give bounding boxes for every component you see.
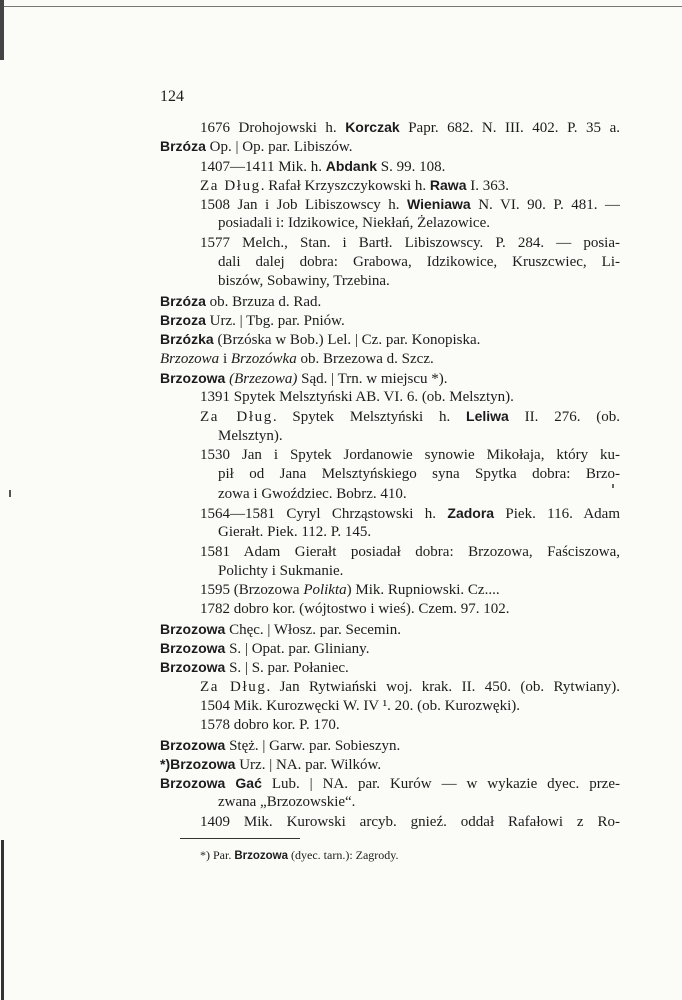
text-segment: Urz. | NA. par. Wilków. (235, 756, 382, 773)
text-segment: I. 363. (466, 177, 509, 194)
entry-term: Korczak (345, 119, 400, 135)
text-segment: . Rafał Krzyszczykowski h. (260, 177, 430, 194)
text-segment: Papr. 682. N. III. 402. P. 35 a. (399, 120, 620, 136)
entry-term: Brzozowa (160, 620, 226, 637)
entry-term: Brzozowa (160, 640, 226, 657)
entry-term: Rawa (429, 176, 467, 193)
entry-line (160, 562, 620, 581)
text-segment: biszów, Sobawiny, Trzebina. (218, 273, 390, 290)
entry-line (160, 195, 620, 214)
entry-line (160, 214, 620, 233)
entry-headline (160, 774, 620, 793)
footnote-rule (180, 838, 300, 839)
entry-term: Brzozowa Gać (160, 775, 262, 792)
text-segment: S. | S. par. Połaniec. (225, 660, 349, 677)
text-segment: N. VI. 90. P. 481. — (470, 197, 620, 214)
text-segment: 1407—1411 Mik. h. (200, 158, 326, 175)
entry-headline (160, 311, 620, 330)
text-segment: 1676 Drohojowski h. (200, 120, 346, 136)
entry-line (160, 600, 620, 619)
entry-line (160, 543, 620, 562)
text-segment: (Brzezowa) (229, 370, 298, 387)
text-segment: pił od Jana Melsztyńskiego syna Spytka dobra: Brzo- (218, 466, 620, 483)
entry-line (160, 465, 620, 484)
entry-line (160, 427, 620, 446)
entry-line (160, 234, 620, 253)
text-segment: Chęc. | Włosz. par. Secemin. (225, 621, 401, 638)
text-segment: 1504 Mik. Kurozwęcki W. IV ¹. 20. (ob. Kurozwęki). (200, 697, 521, 714)
text-segment: Brzozowa (160, 350, 220, 367)
text-segment: Polikta (303, 582, 347, 599)
text-segment: ob. Brzuza d. Rad. (205, 293, 322, 310)
text-segment: 1391 Spytek Melsztyński AB. VI. 6. (ob. Melsztyn). (200, 389, 514, 406)
text-segment: (dyec. tarn.): Zagrody. (288, 848, 399, 862)
text-segment: . Jan Rytwiański woj. krak. II. 450. (ob. Rytwiany). (266, 678, 620, 695)
entry-line (160, 716, 620, 735)
entry-headline (160, 137, 620, 156)
entry-headline (160, 369, 620, 388)
entry-term: Brzóza (160, 138, 206, 155)
text-segment: Za Dług (200, 678, 267, 695)
text-segment: II. 276. (ob. (508, 409, 620, 426)
entry-line (160, 388, 620, 407)
text-segment: Op. | Op. par. Libiszów. (205, 139, 353, 156)
text-segment: S. 99. 108. (377, 158, 446, 175)
scan-mark (9, 490, 11, 497)
entry-line (160, 272, 620, 291)
entry-term: Brzoza (160, 311, 206, 328)
entry-line (160, 678, 620, 697)
text-segment: 1578 dobro kor. P. 170. (200, 717, 340, 734)
page-number: 124 (160, 88, 184, 105)
entry-term: Brzóza (160, 292, 206, 309)
entry-line (160, 813, 620, 832)
entry-line (160, 446, 620, 465)
entry-term: Brzozowa (160, 369, 226, 386)
text-segment: Sąd. | Trn. w miejscu *). (297, 370, 448, 387)
text-segment: 1508 Jan i Job Libiszowscy h. (200, 197, 408, 214)
entry-term: Brzozowa (160, 736, 226, 753)
entry-line (160, 581, 620, 600)
entry-line (160, 504, 620, 523)
text-segment: Urz. | Tbg. par. Pniów. (205, 312, 345, 329)
entry-headline (160, 658, 620, 677)
entry-term: Leliwa (466, 408, 509, 425)
text-segment: 1581 Adam Gierałt posiadał dobra: Brzozowa, Faściszowa, (200, 543, 620, 560)
text-segment: posiadali i: Idzikowice, Niekłań, Żelazowice. (218, 215, 490, 232)
text-segment: 1782 dobro kor. (wójtostwo i wieś). Czem. 97. 102. (200, 601, 510, 618)
entry-headline (160, 330, 620, 349)
entry-headline (160, 292, 620, 311)
entry-term: Brzózka (160, 331, 214, 348)
text-segment: 1564—1581 Cyryl Chrząstowski h. (200, 505, 448, 522)
entry-term: Wieniawa (407, 196, 471, 213)
entry-headline (160, 350, 620, 369)
scan-edge-top (0, 6, 682, 7)
text-segment: Lub. | NA. par. Kurów — w wykazie dyec. prze- (261, 776, 620, 793)
entry-headline (160, 755, 620, 774)
text-segment: 1577 Melch., Stan. i Bartł. Libiszowscy. P. 284. — posia- (200, 234, 620, 251)
entry-term: Brzozowa (234, 850, 289, 862)
entry-line (160, 176, 620, 195)
text-segment: i (219, 350, 231, 367)
text-segment: ob. Brzezowa d. Szcz. (296, 350, 434, 367)
footnote (200, 848, 399, 863)
entry-term: Abdank (325, 157, 378, 174)
text-segment: (Brzóska w Bob.) Lel. | Cz. par. Konopiska. (213, 332, 481, 349)
text-segment: Melsztyn). (218, 427, 283, 444)
text-segment: Brzozówka (230, 350, 297, 367)
text-segment: S. | Opat. par. Gliniany. (225, 641, 370, 658)
text-segment: dali dalej dobra: Grabowa, Idzikowice, Kruszcwiec, Li- (218, 254, 620, 271)
text-segment: zwana „Brzozowskie“. (218, 794, 356, 811)
text-segment: 1595 (Brzozowa (200, 582, 304, 599)
dictionary-entries (160, 118, 620, 832)
entry-line (160, 697, 620, 716)
scan-edge-left-lower (1, 840, 4, 1000)
entry-line (160, 793, 620, 812)
entry-headline (160, 639, 620, 658)
entry-line (160, 118, 620, 137)
entry-term: Zadora (447, 504, 495, 521)
text-segment: Stęż. | Garw. par. Sobieszyn. (225, 737, 401, 754)
text-segment: Za Dług (200, 409, 273, 426)
entry-line (160, 253, 620, 272)
text-segment: 1409 Mik. Kurowski arcyb. gnieź. oddał Rafałowi z Ro- (200, 813, 620, 830)
entry-headline (160, 736, 620, 755)
text-segment: . Spytek Melsztyński h. (272, 409, 467, 426)
text-segment: 1530 Jan i Spytek Jordanowie synowie Mikołaja, który ku- (200, 447, 620, 464)
text-segment: Polichty i Sukmanie. (218, 562, 344, 579)
text-segment: Gierałt. Piek. 112. P. 145. (218, 524, 372, 541)
entry-headline (160, 620, 620, 639)
entry-term: Brzozowa (160, 659, 226, 676)
entry-line (160, 485, 620, 504)
entry-line (160, 157, 620, 176)
text-segment: zowa i Gwoździec. Bobrz. 410. (218, 485, 407, 502)
entry-term: *)Brzozowa (160, 755, 236, 772)
text-segment: Piek. 116. Adam (494, 505, 620, 522)
entry-line (160, 407, 620, 426)
text-segment: ) Mik. Rupniowski. Cz.... (346, 582, 500, 599)
text-segment: Za Dług (200, 177, 261, 194)
scan-edge-left (0, 0, 4, 60)
text-segment: *) Par. (200, 848, 235, 862)
entry-line (160, 523, 620, 542)
